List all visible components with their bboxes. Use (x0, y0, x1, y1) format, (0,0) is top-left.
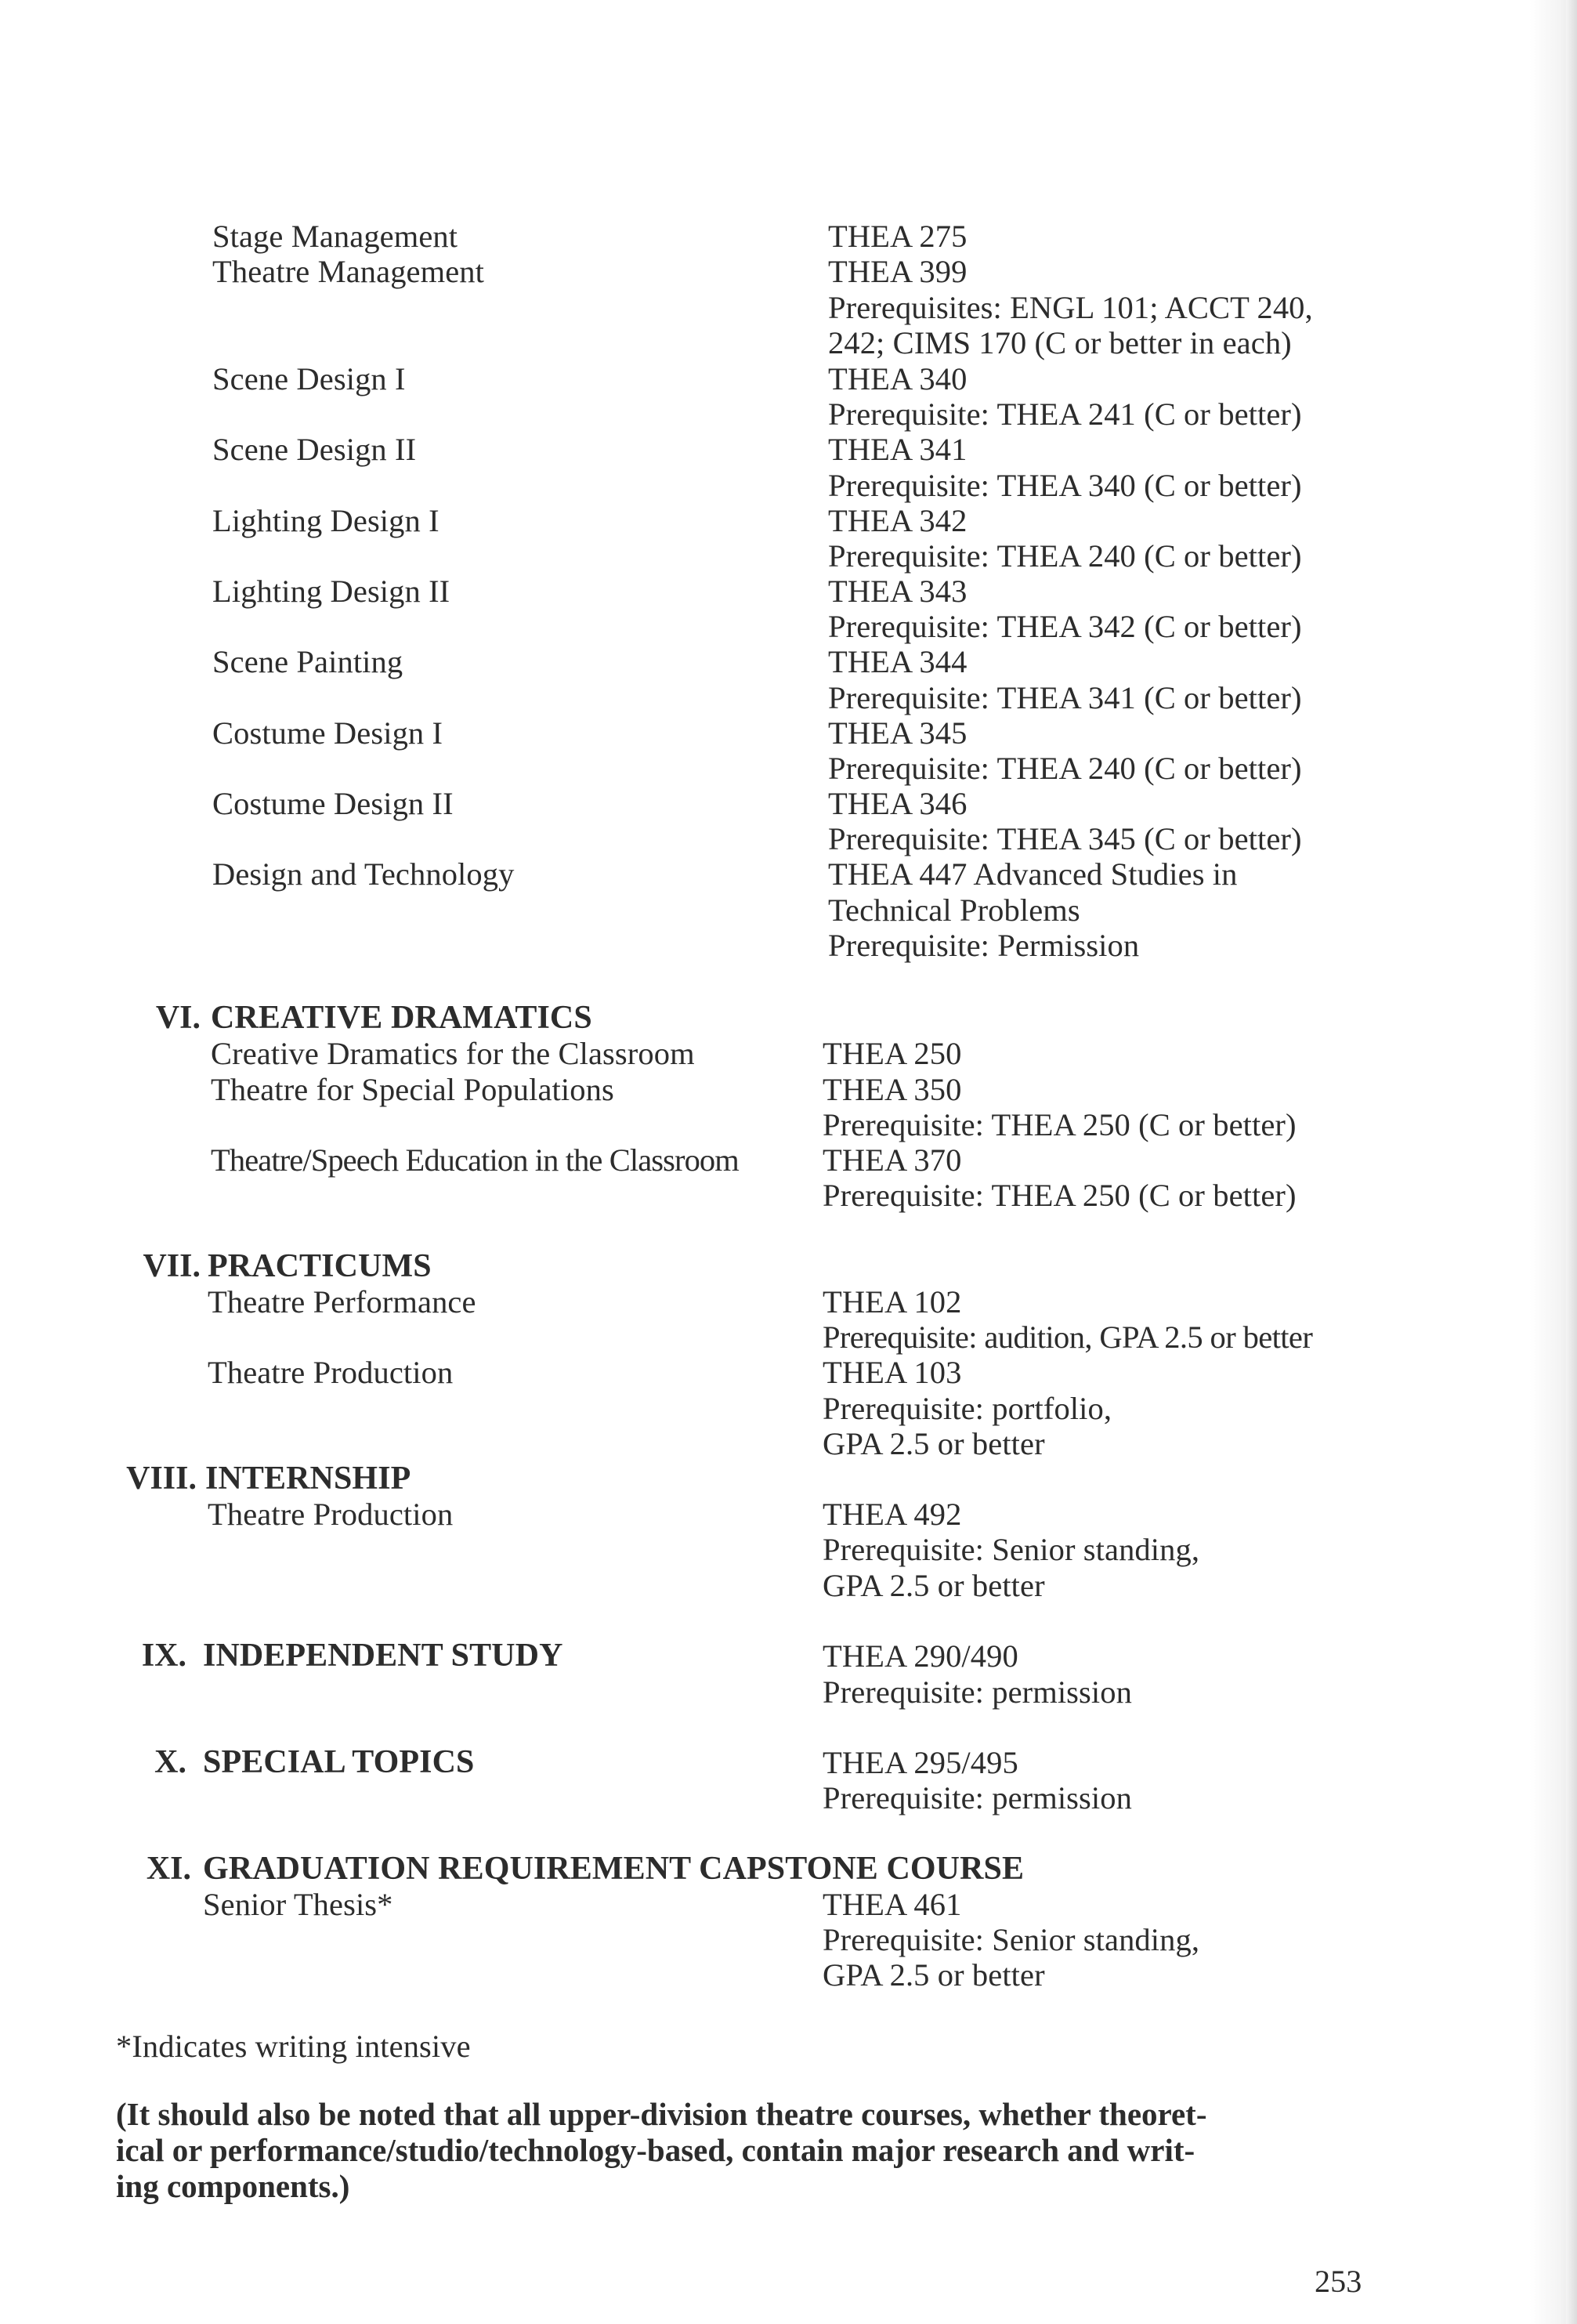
course-title: Stage Management (212, 219, 458, 254)
course-number: THEA 103 (823, 1355, 962, 1390)
page-number: 253 (1315, 2264, 1362, 2299)
section-heading: INDEPENDENT STUDY (203, 1638, 563, 1674)
prerequisite-text: Prerequisite: THEA 341 (C or better) (828, 680, 1302, 715)
course-number: THEA 343 (828, 574, 968, 609)
course-title: Scene Painting (212, 644, 403, 679)
prerequisite-text: Prerequisites: ENGL 101; ACCT 240, (828, 290, 1313, 325)
prerequisite-text: Prerequisite: audition, GPA 2.5 or better (823, 1319, 1313, 1355)
course-title: Lighting Design I (212, 503, 439, 538)
section-heading: INTERNSHIP (205, 1461, 411, 1497)
prerequisite-text: GPA 2.5 or better (823, 1568, 1045, 1603)
course-number: THEA 399 (828, 254, 968, 289)
prerequisite-text: Prerequisite: permission (823, 1674, 1132, 1710)
course-number: THEA 350 (823, 1072, 962, 1107)
prerequisite-text: Prerequisite: Senior standing, (823, 1532, 1200, 1567)
prerequisite-text: Prerequisite: THEA 250 (C or better) (823, 1178, 1297, 1213)
section-heading: SPECIAL TOPICS (203, 1744, 475, 1780)
course-number: THEA 344 (828, 644, 968, 679)
course-title: Senior Thesis* (203, 1887, 393, 1922)
course-number: THEA 341 (828, 432, 968, 467)
section-numeral: XI. (146, 1851, 191, 1887)
course-title: Theatre Production (208, 1355, 454, 1390)
course-title: Scene Design II (212, 432, 417, 467)
prerequisite-text: Prerequisite: Permission (828, 928, 1140, 963)
course-number: THEA 340 (828, 361, 968, 396)
footnote: *Indicates writing intensive (116, 2029, 471, 2064)
section-heading: GRADUATION REQUIREMENT CAPSTONE COURSE (203, 1851, 1025, 1887)
prerequisite-text: Prerequisite: THEA 345 (C or better) (828, 821, 1302, 856)
course-number: THEA 492 (823, 1497, 962, 1532)
section-numeral: X. (154, 1744, 186, 1780)
prerequisite-text: 242; CIMS 170 (C or better in each) (828, 325, 1292, 360)
section-heading: PRACTICUMS (208, 1248, 432, 1284)
course-title: Theatre/Speech Education in the Classroom (211, 1142, 739, 1178)
prerequisite-text: Prerequisite: THEA 240 (C or better) (828, 538, 1302, 574)
section-numeral: VII. (143, 1248, 201, 1284)
prerequisite-text: Technical Problems (828, 892, 1080, 928)
section-heading: CREATIVE DRAMATICS (211, 1000, 592, 1036)
prerequisite-text: Prerequisite: permission (823, 1780, 1132, 1815)
course-number: THEA 290/490 (823, 1638, 1018, 1674)
prerequisite-text: Prerequisite: portfolio, (823, 1391, 1112, 1426)
course-title: Theatre for Special Populations (211, 1072, 614, 1107)
prerequisite-text: GPA 2.5 or better (823, 1957, 1045, 1993)
prerequisite-text: Prerequisite: THEA 342 (C or better) (828, 609, 1302, 644)
note-line: (It should also be noted that all upper-division theatre courses, whether theoret- (116, 2096, 1207, 2132)
course-title: Costume Design I (212, 715, 443, 751)
course-number: THEA 342 (828, 503, 968, 538)
section-numeral: VIII. (126, 1461, 197, 1497)
section-numeral: VI. (155, 1000, 201, 1036)
course-title: Creative Dramatics for the Classroom (211, 1036, 695, 1071)
course-title: Design and Technology (212, 856, 515, 892)
course-number: THEA 345 (828, 715, 968, 751)
course-title: Scene Design I (212, 361, 406, 396)
course-number: THEA 461 (823, 1887, 962, 1922)
course-number: THEA 295/495 (823, 1745, 1018, 1780)
prerequisite-text: Prerequisite: THEA 340 (C or better) (828, 468, 1302, 503)
note-line: ical or performance/studio/technology-based, contain major research and writ- (116, 2132, 1195, 2168)
course-title: Theatre Production (208, 1497, 454, 1532)
prerequisite-text: Prerequisite: THEA 241 (C or better) (828, 396, 1302, 432)
course-number: THEA 346 (828, 786, 968, 821)
course-number: THEA 102 (823, 1284, 962, 1319)
prerequisite-text: Prerequisite: THEA 240 (C or better) (828, 751, 1302, 786)
course-title: Costume Design II (212, 786, 454, 821)
course-number: THEA 447 Advanced Studies in (828, 856, 1238, 892)
course-number: THEA 275 (828, 219, 968, 254)
prerequisite-text: Prerequisite: THEA 250 (C or better) (823, 1107, 1297, 1142)
course-title: Lighting Design II (212, 574, 450, 609)
note-line: ing components.) (116, 2168, 350, 2204)
prerequisite-text: Prerequisite: Senior standing, (823, 1922, 1200, 1957)
course-title: Theatre Performance (208, 1284, 476, 1319)
course-title: Theatre Management (212, 254, 484, 289)
course-number: THEA 370 (823, 1142, 962, 1178)
page-edge-shadow (1566, 0, 1577, 2324)
prerequisite-text: GPA 2.5 or better (823, 1426, 1045, 1461)
section-numeral: IX. (141, 1638, 186, 1674)
course-number: THEA 250 (823, 1036, 962, 1071)
